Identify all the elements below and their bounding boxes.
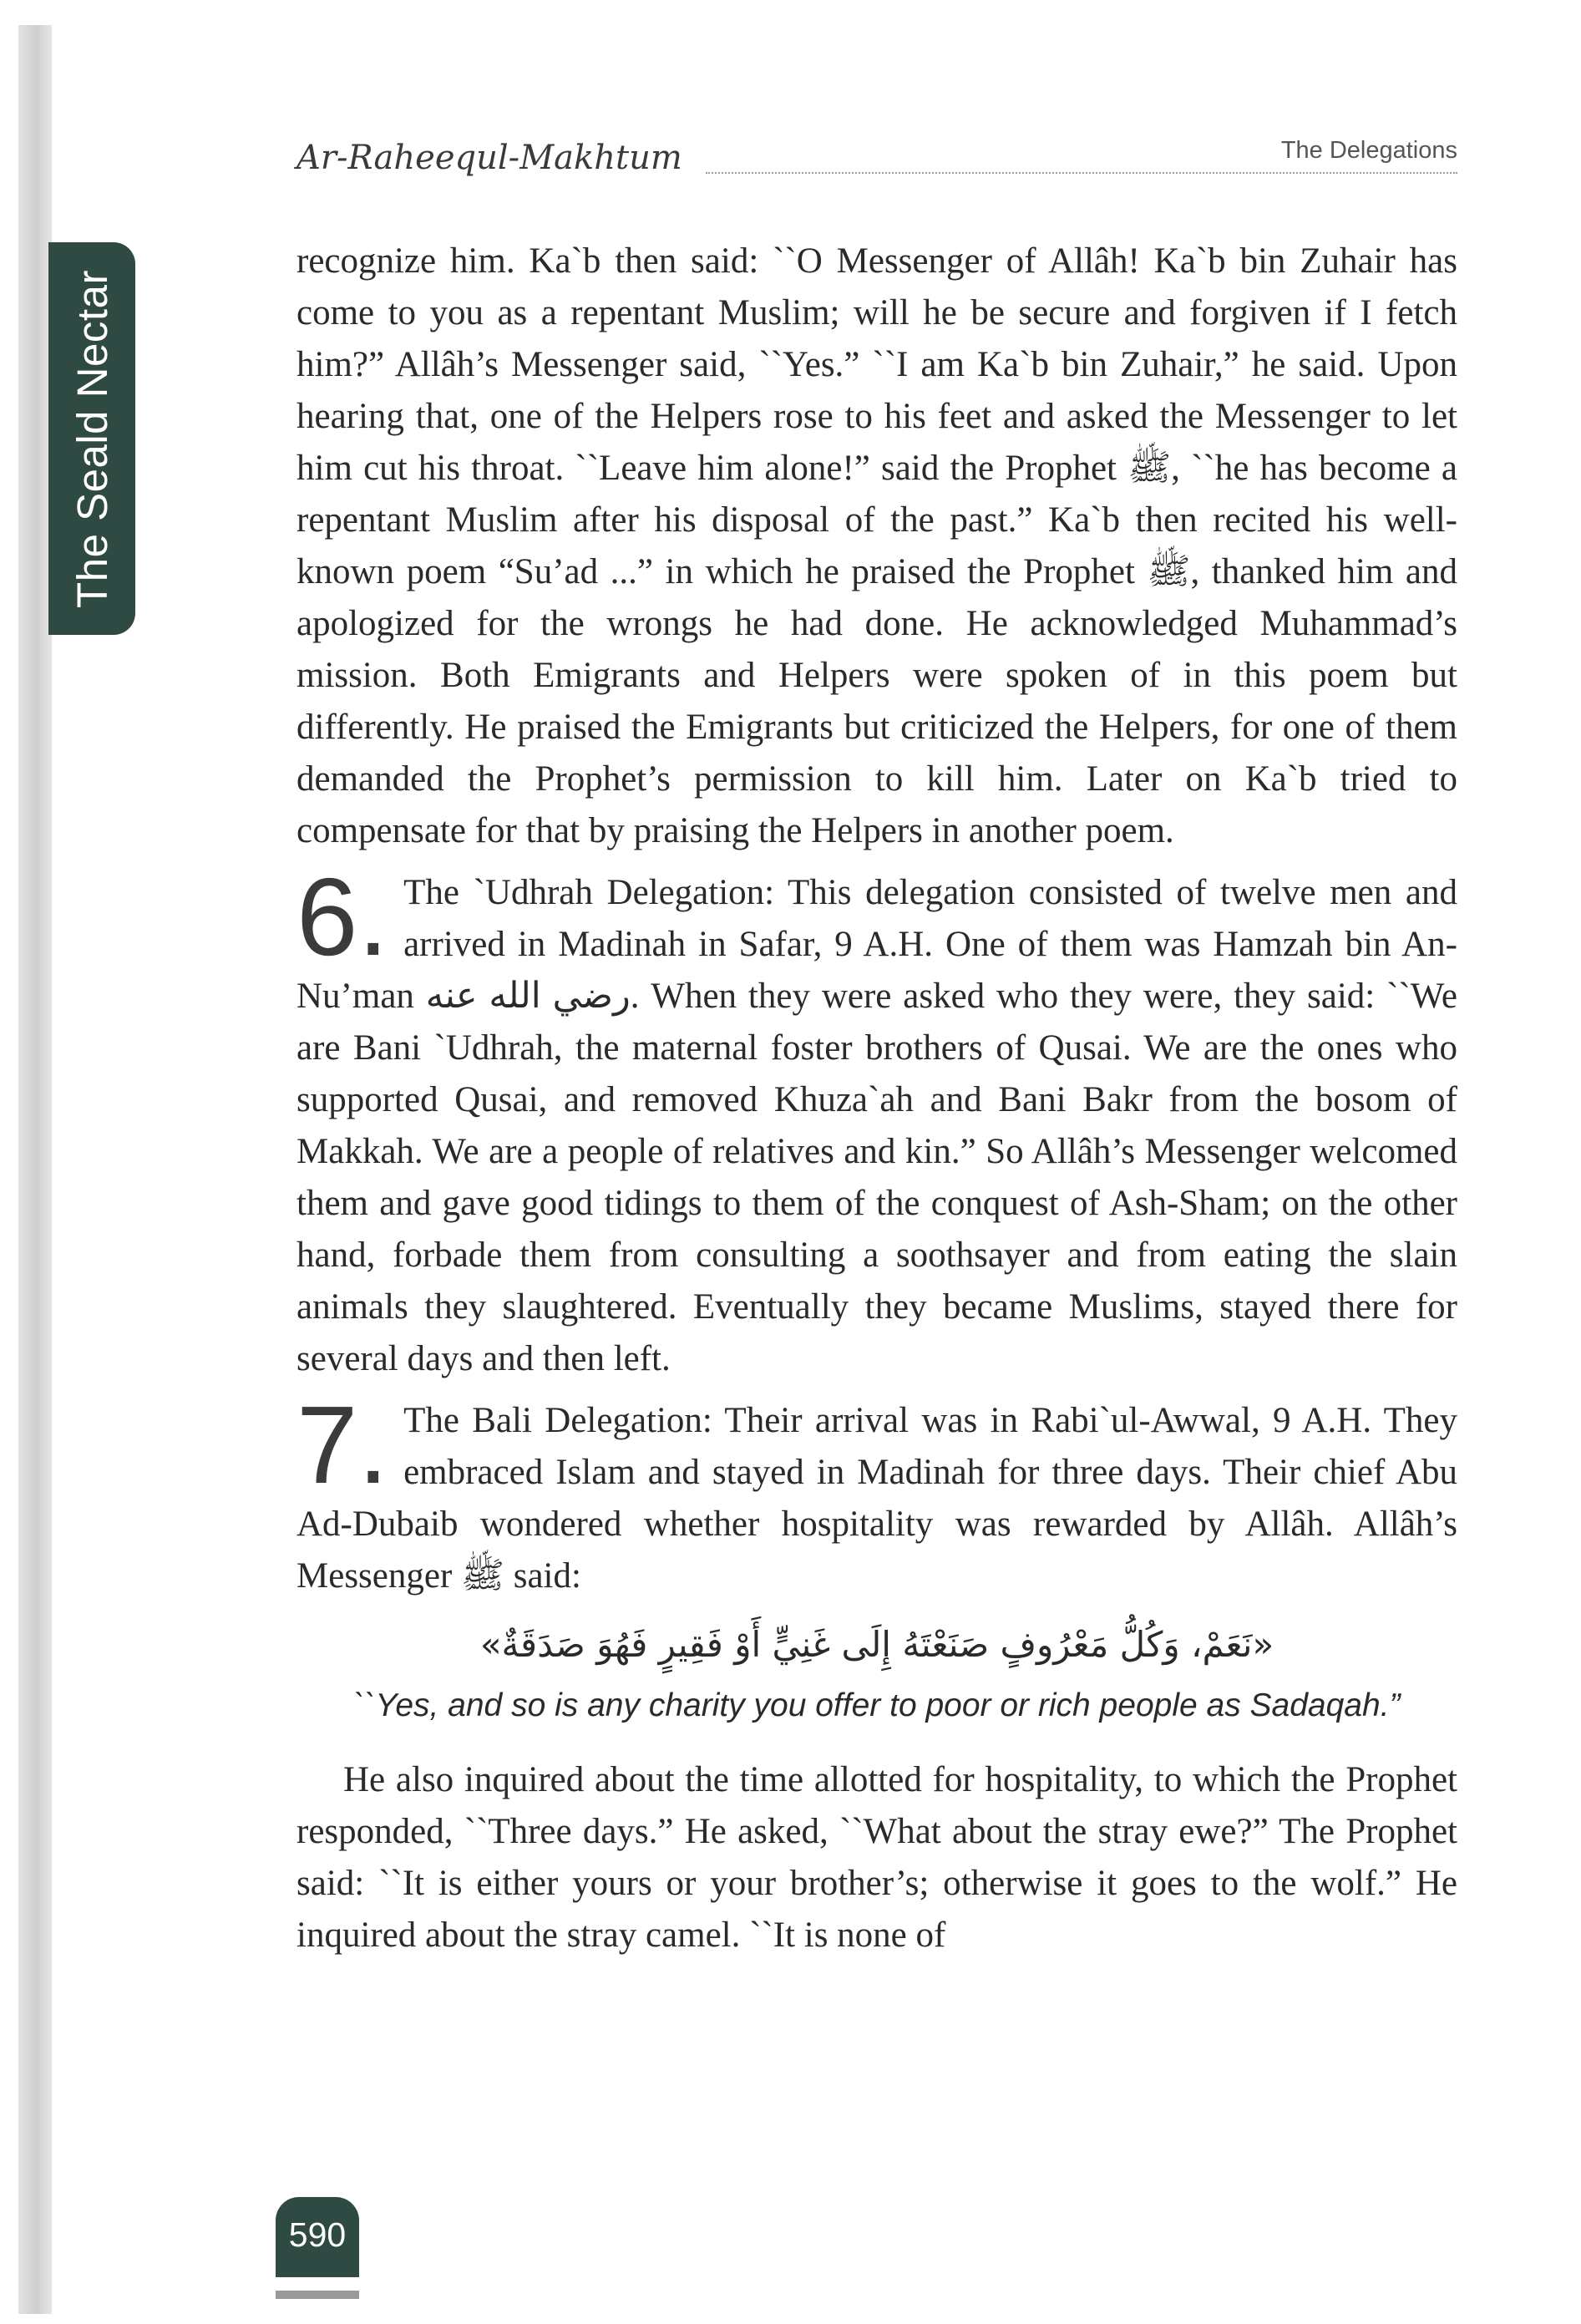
list-item-6 <box>296 855 1457 1385</box>
page-gutter-bar <box>18 25 52 2314</box>
item-6-text: The `Udhrah Delegation: This delegation consisted of twelve men and arrived in Madinah in Safar, 9 A.H. One of them was Hamzah bin An-Nu’man رضي الله عنه. When they were asked who they were, they said: ``We are Bani `Udhrah, the maternal foster brothers of Qusai. We are the ones who supported Qusai, and removed Khuza`ah and Bani Bakr from the bosom of Makkah. We are a people of relatives and kin.” So Allâh’s Messenger welcomed them and gave good tidings to them of the conquest of Ash-Sham; on the other hand, forbade them from consulting a soothsayer and from eating the slain animals they slaughtered. Eventually they became Muslims, stayed there for several days and then left. <box>296 873 1457 1378</box>
book-title: Ar-Raheequl-Makhtum <box>296 139 682 177</box>
list-item-7 <box>296 1383 1457 1602</box>
page-content <box>296 236 1457 1961</box>
page-number: 590 <box>288 2215 347 2254</box>
section-title: The Delegations <box>1280 137 1457 164</box>
side-tab-label: The Seald Nectar <box>68 269 116 608</box>
item-7-text: The Bali Delegation: Their arrival was in Rabi`ul-Awwal, 9 A.H. They embraced Islam and stayed in Madinah for three days. Their chief Abu Ad-Dubaib wondered whether hospitality was rewarded by Allâh. Allâh’s Messenger ﷺ said: <box>296 1401 1457 1596</box>
paragraph-continued: recognize him. Ka`b then said: ``O Messenger of Allâh! Ka`b bin Zuhair has come to you as a repentant Muslim; will he be secure and forgiven if I fetch him?” Allâh’s Messenger said, ``Yes.” ``I am Ka`b bin Zuhair,” he said. Upon hearing that, one of the Helpers rose to his feet and asked the Messenger to let him cut his throat. ``Leave him alone!” said the Prophet ﷺ, ``he has become a repentant Muslim after his disposal of the past.” Ka`b then recited his well-known poem “Su’ad ...” in which he praised the Prophet ﷺ, thanked him and apologized for the wrongs he had done. He acknowledged Muhammad’s mission. Both Emigrants and Helpers were spoken of in this poem but differently. He praised the Emigrants but criticized the Helpers, for one of them demanded the Prophet’s permission to kill him. Later on Ka`b tried to compensate for that by praising the Helpers in another poem. <box>296 241 1457 850</box>
hadith-translation: ``Yes, and so is any charity you offer to poor or rich people as Sadaqah.” <box>353 1687 1401 1723</box>
header-rule <box>706 172 1457 174</box>
drop-number-7: 7. <box>296 1383 389 1506</box>
page-number-underline <box>276 2291 359 2299</box>
side-tab-label-wrap <box>48 242 135 635</box>
paragraph-last: He also inquired about the time allotted for hospitality, to which the Prophet responded, ``Three days.” He asked, ``What about the stray ewe?” The Prophet said: ``It is either yours or your brother’s; otherwise it goes to the wolf.” He inquired about the stray camel. ``It is none of <box>296 1760 1457 1955</box>
page-header <box>296 125 1457 177</box>
drop-number-6: 6. <box>296 855 389 978</box>
arabic-hadith-quote: «نَعَمْ، وَكُلُّ مَعْرُوفٍ صَنَعْتَهُ إِلَى غَنِيٍّ أَوْ فَقِيرٍ فَهُوَ صَدَقَةٌ» <box>479 1624 1274 1665</box>
